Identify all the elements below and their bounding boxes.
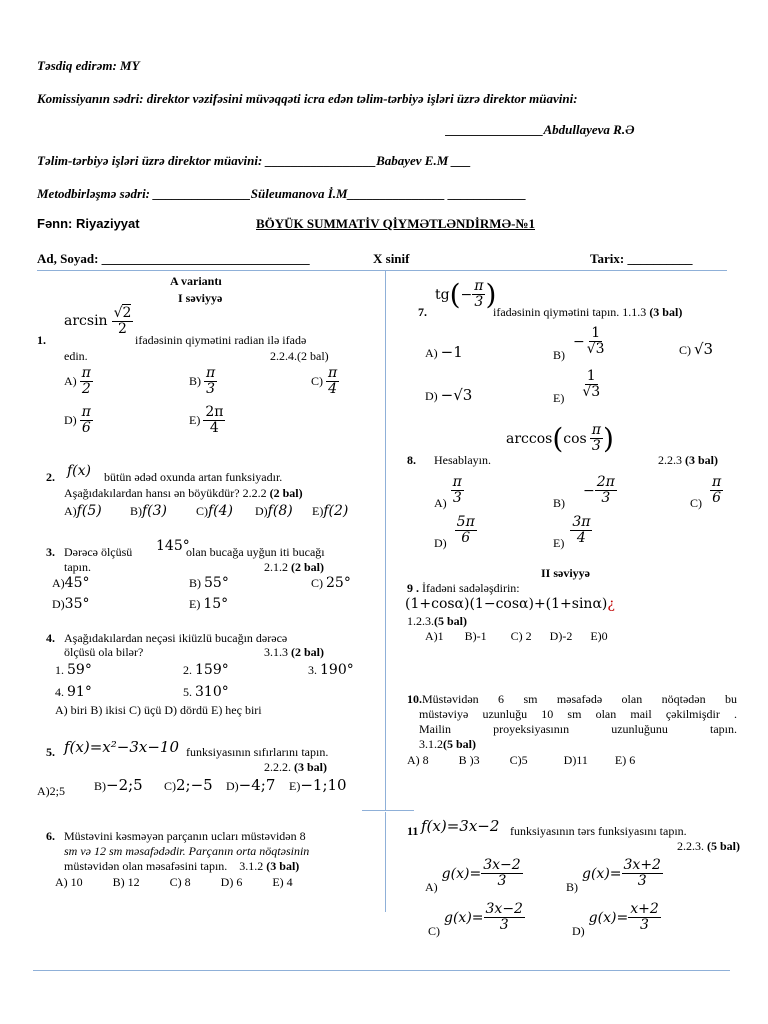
q1-option-a[interactable]: A) $\frac{\pi}{2}$ bbox=[64, 365, 91, 397]
q5-code: 2.2.2. (3 bal) bbox=[264, 760, 327, 774]
q3-text-b: olan bucağa uyğun iti bucağı bbox=[186, 545, 325, 559]
q3-option-e[interactable]: E) 15° bbox=[189, 596, 229, 612]
q4-answers[interactable]: A) biri B) ikisi C) üçü D) dördü E) heç biri bbox=[55, 703, 262, 717]
q2-option-e[interactable]: E)f(2) bbox=[312, 503, 349, 519]
q7-text: ifadəsinin qiymətini tapın. 1.1.3 (3 bal) bbox=[493, 305, 683, 319]
q2-text: bütün ədəd oxunda artan funksiyadır. bbox=[104, 470, 283, 484]
q5-number: 5. bbox=[46, 745, 55, 759]
q5-option-b[interactable]: B)−2;5 bbox=[94, 776, 143, 794]
approval-line: Təsdiq edirəm: MY bbox=[37, 58, 140, 73]
q2-number: 2. bbox=[46, 470, 55, 484]
q11-option-b[interactable]: B) g(x)= $\frac{3x+2}{3}$ bbox=[566, 857, 661, 894]
q1-code: 2.2.4.(2 bal) bbox=[270, 349, 329, 363]
q1-expression: arcsin $\frac{√2}{2}$ bbox=[64, 305, 132, 337]
q1-text2: edin. bbox=[64, 349, 88, 363]
q7-option-c[interactable]: C) √3 bbox=[679, 340, 714, 358]
q2-option-a[interactable]: A)f(5) bbox=[64, 503, 102, 519]
q4-code: 3.1.3 (2 bal) bbox=[264, 645, 324, 659]
date-field: Tarix: __________ bbox=[590, 251, 693, 266]
level-one-title: I səviyyə bbox=[178, 291, 223, 305]
q1-option-d[interactable]: D) $\frac{\pi}{6}$ bbox=[64, 404, 91, 436]
q2-text2: Aşağıdakılardan hansı ən böyükdür? 2.2.2 (2 bal) bbox=[64, 486, 303, 500]
q1-option-e[interactable]: E) $\frac{2\pi}{4}$ bbox=[189, 404, 224, 436]
q2-option-d[interactable]: D)f(8) bbox=[255, 503, 293, 519]
q4-text2: ölçüsü ola bilər? bbox=[64, 645, 144, 659]
q9-expression: (1+cosα)(1−cosα)+(1+sinα)¿ bbox=[405, 596, 615, 612]
q11-option-c[interactable]: C) g(x)= $\frac{3x-2}{3}$ bbox=[428, 901, 523, 938]
q11-text: funksiyasının tərs funksiyasını tapın. bbox=[510, 824, 687, 838]
q5-option-d[interactable]: D)−4;7 bbox=[226, 776, 276, 794]
q7-option-e[interactable]: E) $\frac{1}{√3}$ bbox=[553, 368, 601, 405]
q1-option-b[interactable]: B) $\frac{\pi}{3}$ bbox=[189, 365, 216, 397]
q7-number: 7. bbox=[418, 305, 427, 319]
q9-answers[interactable]: A)1 B)-1 C) 2 D)-2 E)0 bbox=[425, 629, 608, 643]
q4-item-5: 5. 310° bbox=[183, 684, 229, 700]
q1-text: ifadəsinin qiymətini radian ilə ifadə bbox=[135, 333, 307, 347]
q8-text: Hesablayın. bbox=[434, 453, 491, 467]
q4-item-1: 1. 59° bbox=[55, 662, 92, 678]
q3-degree: 145° bbox=[156, 538, 190, 554]
q3-number: 3. bbox=[46, 545, 55, 559]
q11-option-a[interactable]: A) g(x)= $\frac{3x-2}{3}$ bbox=[425, 857, 521, 894]
q2-option-c[interactable]: C)f(4) bbox=[196, 503, 234, 519]
class-label: X sinif bbox=[373, 251, 410, 266]
q3-code: 2.1.2 (2 bal) bbox=[264, 560, 324, 574]
q8-option-c[interactable]: C) $\frac{\pi}{6}$ bbox=[690, 474, 722, 510]
q6-line3: müstəvidən olan məsafəsini tapın. 3.1.2 (3 bal) bbox=[64, 859, 300, 873]
q9-code: 1.2.3.(5 bal) bbox=[407, 614, 467, 628]
q3-text: Dərəcə ölçüsü bbox=[64, 545, 133, 559]
q1-option-c[interactable]: C) $\frac{\pi}{4}$ bbox=[311, 365, 338, 397]
q11-fx: f(x)=3x−2 bbox=[421, 817, 500, 835]
q8-code: 2.2.3 (3 bal) bbox=[658, 453, 718, 467]
signature-abdullayeva: _______________Abdullayeva R.Ə bbox=[446, 122, 635, 137]
q2-fx: f(x) bbox=[67, 463, 92, 479]
q6-line1: Müstəvini kəsməyən parçanın ucları müstəvidən 8 bbox=[64, 829, 306, 843]
q11-code: 2.2.3. (5 bal) bbox=[677, 839, 740, 853]
q3-option-c[interactable]: C) 25° bbox=[311, 575, 351, 591]
q4-item-3: 3. 190° bbox=[308, 662, 354, 678]
center-tick bbox=[362, 810, 414, 811]
q8-option-a[interactable]: A) $\frac{\pi}{3}$ bbox=[434, 474, 462, 510]
q3-text2: tapın. bbox=[64, 560, 91, 574]
signature-suleymanova: Metodbirləşmə sədri: _______________Süleumanova İ.M_______________ ____________ bbox=[37, 186, 527, 201]
q3-option-a[interactable]: A)45° bbox=[52, 575, 90, 591]
q7-option-d[interactable]: D) −√3 bbox=[425, 386, 473, 404]
q4-number: 4. bbox=[46, 631, 55, 645]
q6-number: 6. bbox=[46, 829, 55, 843]
q2-options bbox=[64, 503, 348, 519]
q8-option-d[interactable]: D) $\frac{5\pi}{6}$ bbox=[434, 514, 475, 550]
q10-line2: müstəviyə uzunluğu 10 sm olan mail çəkilmişdir . bbox=[419, 707, 737, 721]
q4-item-2: 2. 159° bbox=[183, 662, 229, 678]
signature-babayev: Təlim-tərbiyə işləri üzrə direktor müavini: _________________Babayev E.M ___ bbox=[37, 153, 472, 168]
q10-answers[interactable]: A) 8 B )3 C)5 D)11 E) 6 bbox=[407, 753, 636, 767]
q10-line1: 10.Müstəvidən 6 sm məsafədə olan nöqtədən bu bbox=[407, 692, 737, 706]
q3-option-d[interactable]: D)35° bbox=[52, 596, 90, 612]
q2-option-b[interactable]: B)f(3) bbox=[130, 503, 168, 519]
column-divider-bottom bbox=[385, 812, 386, 912]
q7-option-b[interactable]: B) − $\frac{1}{√3}$ bbox=[553, 325, 605, 362]
header-divider bbox=[37, 270, 727, 271]
commission-line: Komissiyanın sədri: direktor vəzifəsini müvəqqəti icra edən təlim-tərbiyə işləri üzrə direktor müavini: bbox=[37, 91, 578, 106]
q5-text: funksiyasının sıfırlarını tapın. bbox=[186, 745, 329, 759]
level-two-title: II səviyyə bbox=[541, 566, 590, 580]
footer-divider bbox=[33, 970, 730, 971]
q8-expression: arccos ( cos $\frac{\pi}{3}$ ) bbox=[506, 422, 614, 455]
column-divider-top bbox=[385, 271, 386, 811]
q4-item-4: 4. 91° bbox=[55, 684, 92, 700]
exam-title: BÖYÜK SUMMATİV QİYMƏTLƏNDİRMƏ-№1 bbox=[256, 216, 536, 231]
q7-option-a[interactable]: A) −1 bbox=[425, 343, 463, 361]
q7-expression: tg ( − $\frac{\pi}{3}$ ) bbox=[435, 278, 497, 311]
q6-line2: sm və 12 sm məsafədədir. Parçanın orta nöqtəsinin bbox=[64, 844, 310, 858]
q5-option-a[interactable]: A)2;5 bbox=[37, 784, 65, 798]
q4-text: Aşağıdakılardan neçəsi ikiüzlü bucağın dərəcə bbox=[64, 631, 288, 645]
q3-option-b[interactable]: B) 55° bbox=[189, 575, 229, 591]
q10-line3: Mailin proyeksiyasının uzunluğunu tapın. bbox=[419, 722, 737, 736]
subject-label: Fənn: Riyaziyyat bbox=[37, 216, 140, 231]
q5-fx: f(x)=x²−3x−10 bbox=[64, 738, 179, 756]
name-field: Ad, Soyad: ________________________________ bbox=[37, 251, 310, 266]
variant-title: A variantı bbox=[170, 274, 222, 288]
q10-code: 3.1.2(5 bal) bbox=[419, 737, 476, 751]
q9-header: 9 . İfadəni sadələşdirin: bbox=[407, 581, 520, 595]
q11-number: 11 bbox=[407, 824, 419, 838]
q8-option-b[interactable]: B) − $\frac{2\pi}{3}$ bbox=[553, 474, 615, 510]
q8-number: 8. bbox=[407, 453, 416, 467]
q11-option-d[interactable]: D) g(x)= $\frac{x+2}{3}$ bbox=[572, 901, 659, 938]
q1-number: 1. bbox=[37, 333, 46, 347]
q5-option-c[interactable]: C)2;−5 bbox=[164, 776, 213, 794]
q8-option-e[interactable]: E) $\frac{3\pi}{4}$ bbox=[553, 514, 591, 550]
q6-answers[interactable]: A) 10 B) 12 C) 8 D) 6 E) 4 bbox=[55, 875, 293, 889]
q5-option-e[interactable]: E)−1;10 bbox=[289, 776, 347, 794]
